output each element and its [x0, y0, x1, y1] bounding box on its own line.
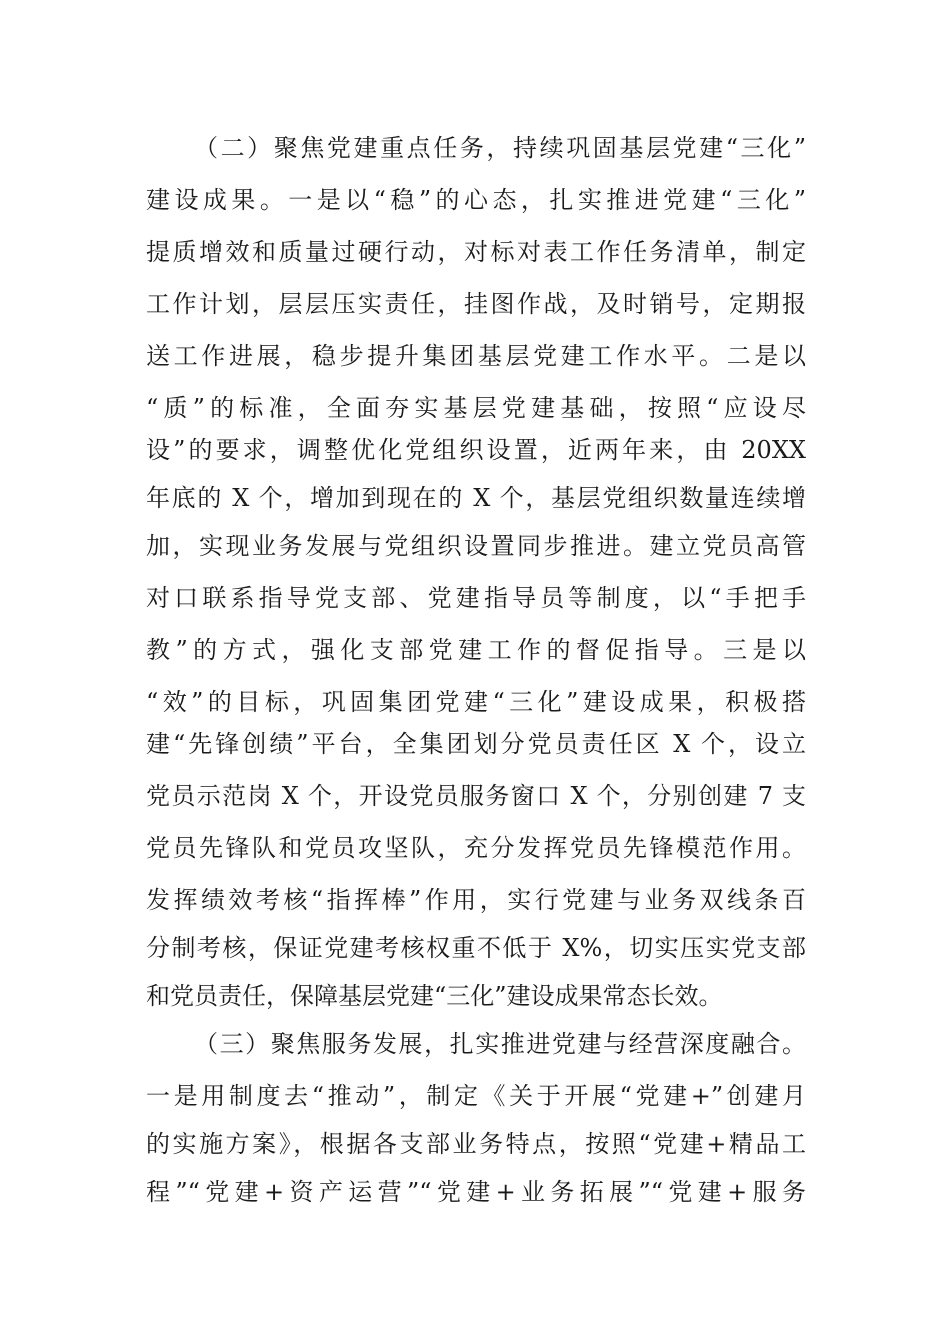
paragraph-line: 分制考核，保证党建考核权重不低于 X%，切实压实党支部 — [146, 934, 806, 962]
paragraph-line: 建“先锋创绩”平台，全集团划分党员责任区 X 个，设立 — [146, 730, 806, 758]
paragraph-line: （三）聚焦服务发展，扎实推进党建与经营深度融合。 — [194, 1030, 806, 1058]
paragraph-line: “效”的目标，巩固集团党建“三化”建设成果，积极搭 — [146, 688, 806, 716]
paragraph-line: 设”的要求，调整优化党组织设置，近两年来，由 20XX — [146, 436, 806, 464]
paragraph-line: 对口联系指导党支部、党建指导员等制度，以“手把手 — [146, 584, 806, 612]
paragraph-line: 加，实现业务发展与党组织设置同步推进。建立党员高管 — [146, 532, 806, 560]
paragraph-line: 和党员责任，保障基层党建“三化”建设成果常态长效。 — [146, 982, 723, 1010]
paragraph-line: 党员示范岗 X 个，开设党员服务窗口 X 个，分别创建 7 支 — [146, 782, 806, 810]
paragraph-line: 党员先锋队和党员攻坚队，充分发挥党员先锋模范作用。 — [146, 834, 806, 862]
paragraph-line: 提质增效和质量过硬行动，对标对表工作任务清单，制定 — [146, 238, 806, 266]
paragraph-line: 教”的方式，强化支部党建工作的督促指导。三是以 — [146, 636, 806, 664]
paragraph-line: （二）聚焦党建重点任务，持续巩固基层党建“三化” — [194, 134, 806, 162]
paragraph-line: 工作计划，层层压实责任，挂图作战，及时销号，定期报 — [146, 290, 806, 318]
paragraph-line: 的实施方案》，根据各支部业务特点，按照“党建+精品工 — [146, 1130, 806, 1158]
paragraph-line: 发挥绩效考核“指挥棒”作用，实行党建与业务双线条百 — [146, 886, 806, 914]
paragraph-line: 一是用制度去“推动”，制定《关于开展“党建+”创建月 — [146, 1082, 806, 1110]
paragraph-line: 年底的 X 个，增加到现在的 X 个，基层党组织数量连续增 — [146, 484, 806, 512]
paragraph-line: 送工作进展，稳步提升集团基层党建工作水平。二是以 — [146, 342, 806, 370]
paragraph-line: 建设成果。一是以“稳”的心态，扎实推进党建“三化” — [146, 186, 806, 214]
paragraph-line: 程”“党建+资产运营”“党建+业务拓展”“党建+服务 — [146, 1178, 806, 1206]
paragraph-line: “质”的标准，全面夯实基层党建基础，按照“应设尽 — [146, 394, 806, 422]
